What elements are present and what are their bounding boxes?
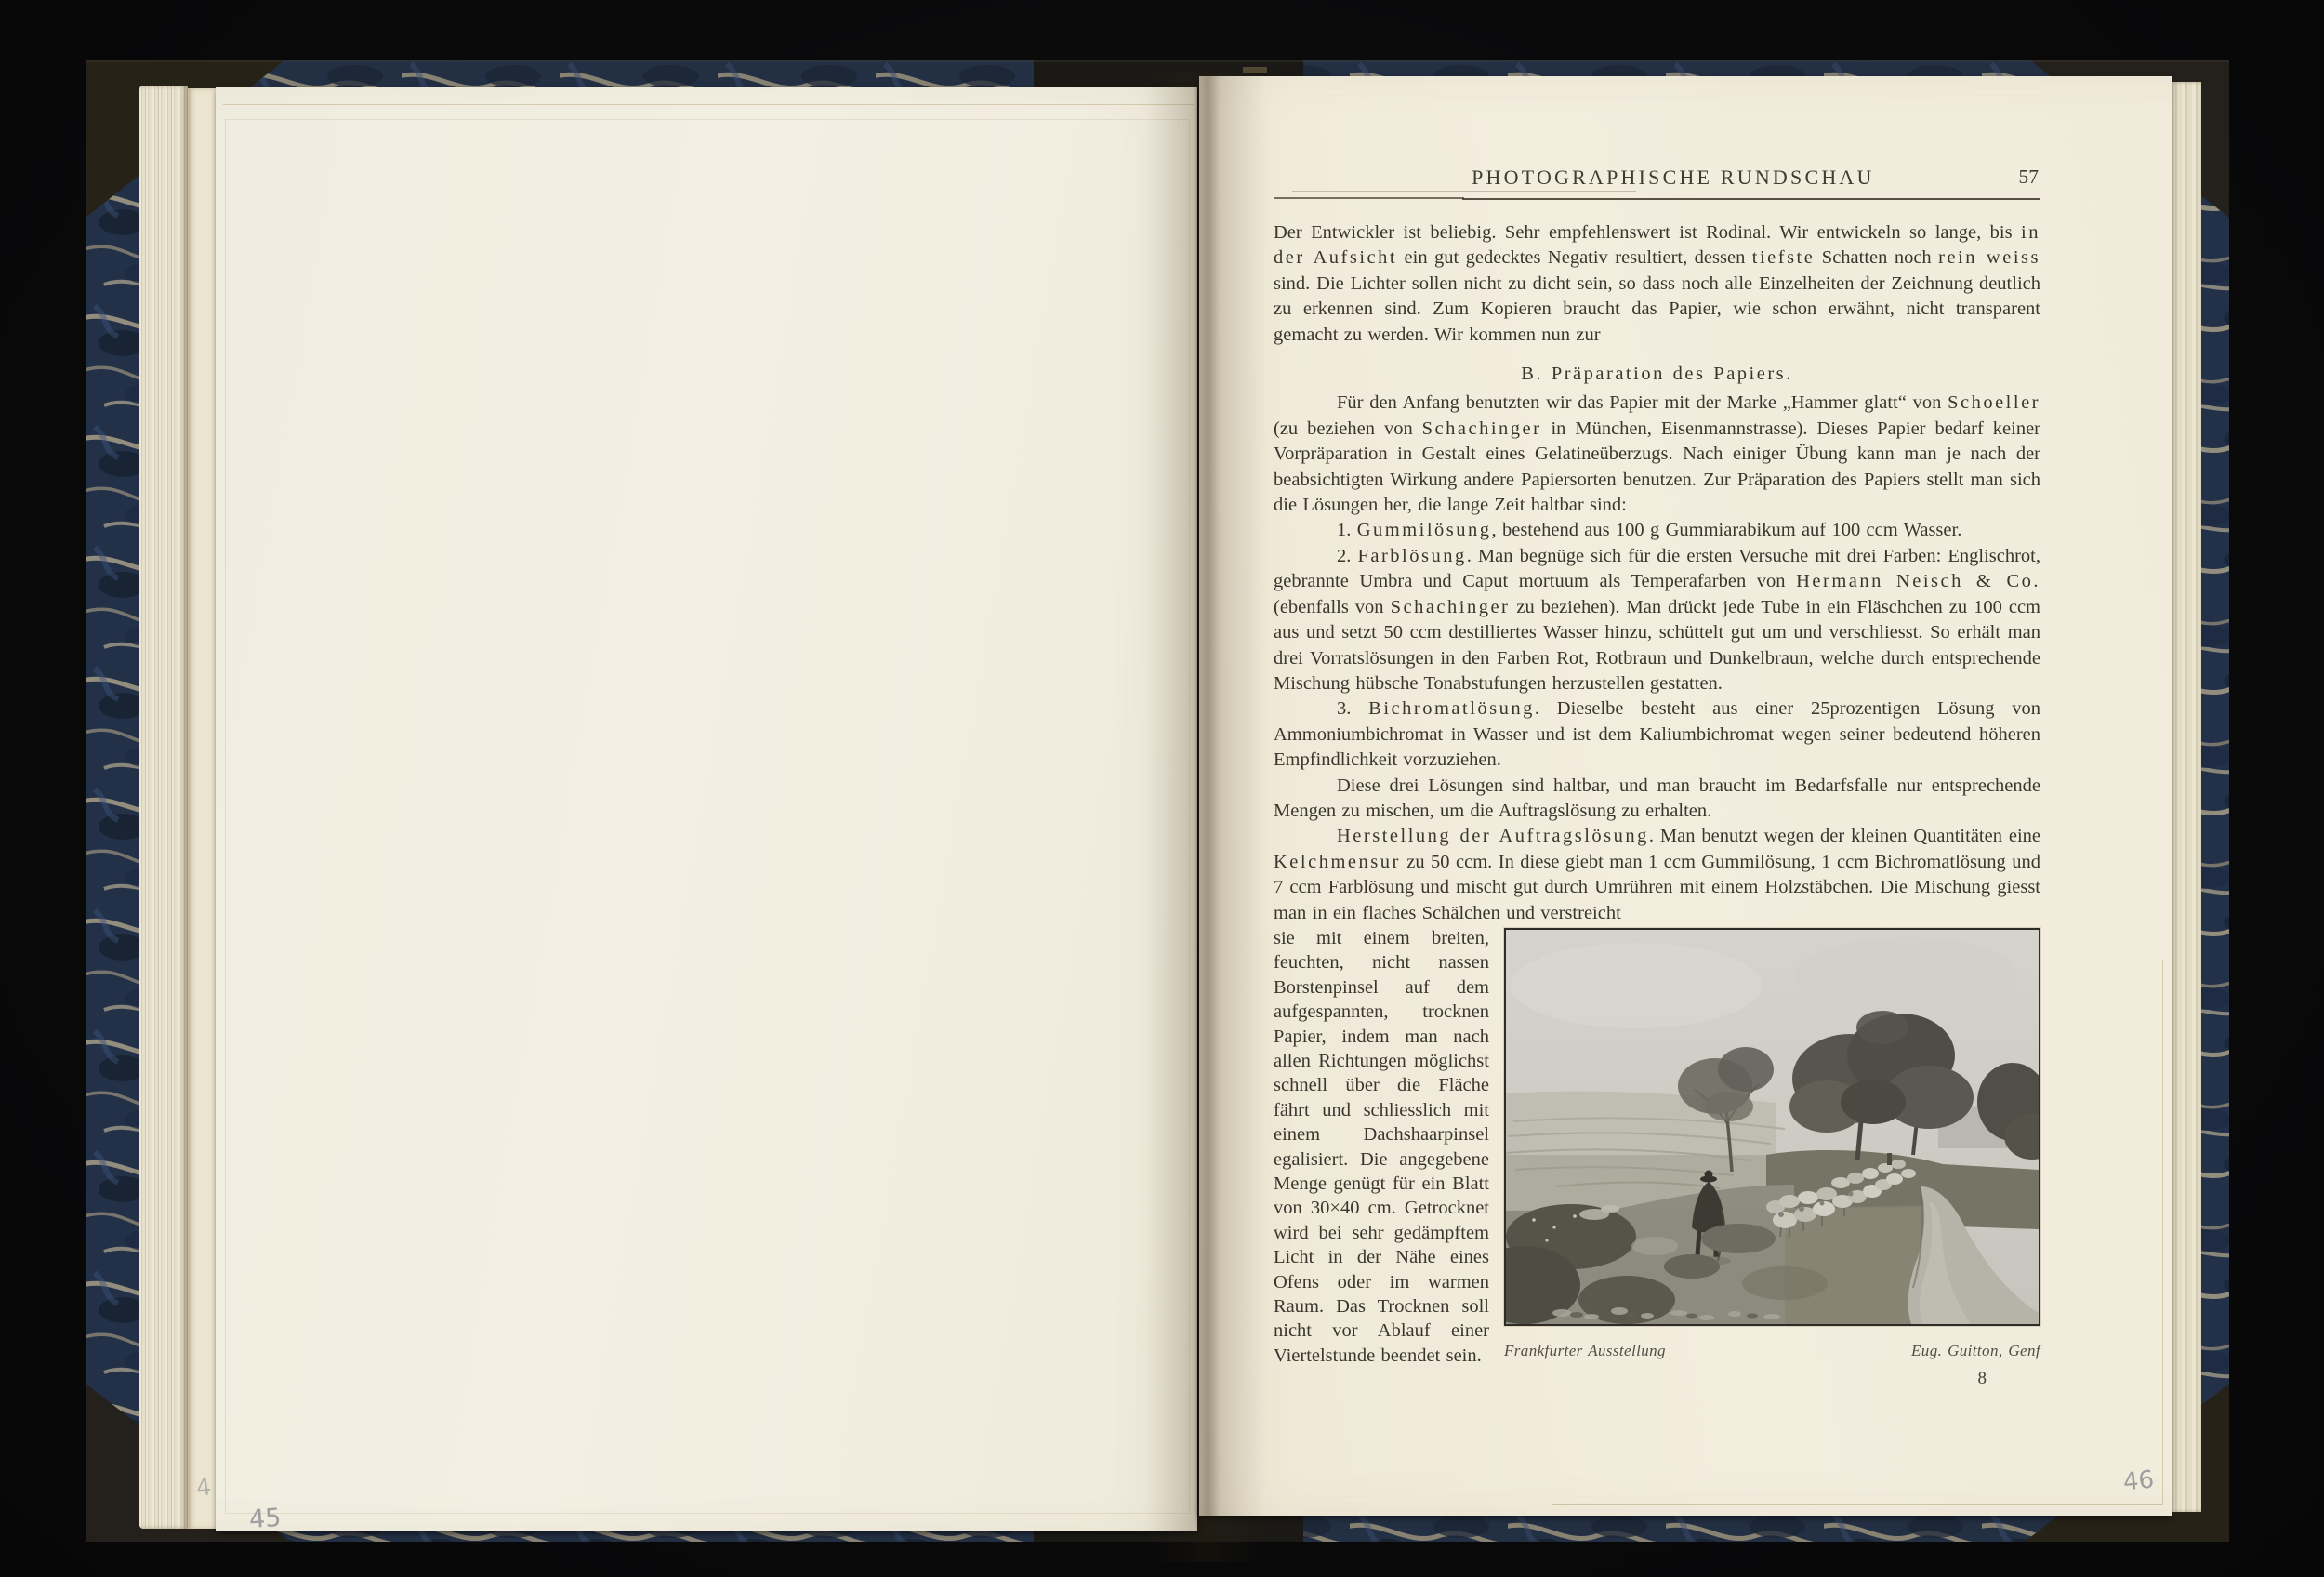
text-segment: 3.: [1337, 698, 1369, 720]
right-page-stack-edges: [2172, 82, 2201, 1512]
letterspaced-emphasis: Gummilösung: [1356, 520, 1492, 541]
pencil-page-number-right: 46: [2121, 1465, 2156, 1497]
body-paragraph: [1274, 774, 2040, 825]
caption-photographer: Eug. Guitton, Genf: [1911, 1341, 2040, 1359]
body-paragraph: [1274, 544, 2040, 696]
letterspaced-emphasis: Schoeller: [1948, 392, 2040, 414]
figure-captions: [1504, 1338, 2040, 1363]
under-page-line: [223, 104, 1194, 105]
text-segment: . Man begnüge sich für die ersten Versuche mit drei Farben: Englischrot, gebrannte Umbra und Caput mortuum als Temperafarben von: [1274, 545, 2040, 592]
letterspaced-emphasis: rein weiss: [1938, 247, 2040, 269]
text-segment: . Dieselbe besteht aus einer 25prozentigen Lösung von Ammoniumbichromat in Wasser und ist dem Kaliumbichromat wegen seiner bedeutend höheren Empfindlichkeit vorzuziehen.: [1274, 698, 2041, 771]
text-segment: Diese drei Lösungen sind haltbar, und man braucht im Bedarfsfalle nur entsprechende Mengen zu mischen, um die Auftragslösung zu erhalten.: [1274, 775, 2040, 821]
left-blank-page: [216, 87, 1197, 1535]
header-rule: [1274, 194, 2040, 204]
letterspaced-emphasis: Farblösung: [1357, 545, 1467, 566]
text-segment: 1.: [1337, 520, 1357, 541]
left-page-stack-edges: [139, 86, 188, 1529]
plate-number: 8: [1977, 1369, 1987, 1389]
left-under-page-edge: [188, 88, 216, 1529]
letterspaced-emphasis: Schachinger: [1421, 417, 1542, 439]
running-head: [1274, 166, 2040, 190]
text-segment: Schatten noch: [1815, 247, 1939, 269]
pencil-page-number-left: 45: [247, 1503, 283, 1535]
letterspaced-emphasis: tiefste: [1751, 247, 1816, 269]
letterspaced-emphasis: Hermann Neisch & Co.: [1796, 571, 2040, 592]
photogravure-figure: [1489, 928, 2040, 1433]
text-segment: zu beziehen). Man drückt jede Tube in ein Fläschchen zu 100 ccm aus und setzt 50 ccm destilliertes Wasser hinzu, schüttelt gut um und verschliesst. So erhält man drei Vorratslösungen in den Farben Rot, Rotbraun und Dunkelbraun, welche durch entsprechende Mischung hübsche Tonabstufungen herzustellen gestatten.: [1274, 596, 2040, 694]
text-segment: . Man benutzt wegen der kleinen Quantitäten eine: [1648, 826, 2040, 847]
text-segment: in München, Eisenmannstrasse). Dieses Papier bedarf keiner Vorpräparation in Gestalt eines Gelatineüberzugs. Nach einiger Übung kann man je nach der beabsichtigten Wirkung andere Papiersorten benutzen. Zur Präparation des Papiers stellt man sich die Lösungen her, die lange Zeit haltbar sind:: [1274, 417, 2040, 516]
text-segment: , bestehend aus 100 g Gummiarabikum auf 100 ccm Wasser.: [1491, 520, 1962, 541]
text-segment: Für den Anfang benutzten wir das Papier mit der Marke „Hammer glatt“ von: [1337, 392, 1948, 414]
journal-title: PHOTOGRAPHISCHE RUNDSCHAU: [1472, 166, 1875, 189]
text-segment: Der Entwickler ist beliebig. Sehr empfehlenswert ist Rodinal. Wir entwickeln so lange, bis: [1274, 222, 2022, 243]
body-paragraph: [1274, 518, 2040, 543]
body-paragraph: [1274, 220, 2040, 348]
text-segment: B. Präparation des Papiers.: [1521, 364, 1793, 385]
article-text: [1274, 220, 2041, 1389]
letterspaced-emphasis: in der Aufsicht: [1274, 222, 2040, 269]
text-segment: 2.: [1337, 545, 1358, 566]
page-frame-line: [225, 119, 1190, 1514]
letterspaced-emphasis: Bichromatlösung: [1368, 698, 1535, 720]
page-number: 57: [2018, 166, 2039, 188]
landscape-photograph: [1504, 928, 2040, 1326]
body-paragraph: [1274, 824, 2040, 926]
text-segment: (ebenfalls von: [1274, 596, 1391, 617]
letterspaced-emphasis: Schachinger: [1390, 596, 1511, 617]
open-book: [86, 60, 2229, 1542]
text-segment: sie mit einem breiten, feuchten, nicht nassen Borstenpinsel auf dem aufgespannten, trocknen Papier, indem man nach allen Richtungen möglichst schnell über die Fläche fährt und schliesslich mit einem Dachshaarpinsel egalisiert. Die angegebene Menge genügt für ein Blatt von 30×40 cm. Getrocknet wird bei sehr gedämpftem Licht in der Nähe eines Ofens oder im warmen Raum. Das Trocknen soll nicht vor Ablauf einer Viertelstunde beendet sein.: [1274, 927, 1489, 1366]
right-text-page: [1199, 76, 2172, 1516]
letterspaced-emphasis: Herstellung der Auftragslösung: [1337, 826, 1649, 847]
under-page-line-bottom: [1552, 1504, 2162, 1505]
text-segment: zu 50 ccm. In diese giebt man 1 ccm Gummilösung, 1 ccm Bichromatlösung und 7 ccm Farblösung und mischt gut durch Umrühren mit einem Holzstäbchen. Die Mischung giesst man in ein flaches Schälchen und verstreicht: [1274, 851, 2040, 923]
article-paragraphs: [1274, 220, 2040, 926]
letterspaced-emphasis: Kelchmensur: [1274, 851, 1401, 872]
under-page-line-right: [2162, 960, 2163, 1505]
caption-exhibition: Frankfurter Ausstellung: [1504, 1341, 1666, 1359]
pencil-page-number-partial: 4: [194, 1473, 213, 1502]
section-heading: [1274, 362, 2040, 387]
text-segment: (zu beziehen von: [1274, 417, 1422, 439]
page-content: [1274, 166, 2040, 1433]
shepherd-flock-landscape-image: [1506, 930, 2039, 1324]
body-paragraph: [1274, 696, 2040, 773]
body-paragraph: [1274, 391, 2040, 518]
text-segment: sind. Die Lichter sollen nicht zu dicht sein, so dass noch alle Einzelheiten der Zeichnung deutlich zu erkennen sind. Zum Kopieren braucht das Papier, wie schon erwähnt, nicht transparent gemacht zu werden. Wir kommen nun zur: [1274, 272, 2040, 345]
text-segment: ein gut gedecktes Negativ resultiert, dessen: [1397, 247, 1752, 269]
